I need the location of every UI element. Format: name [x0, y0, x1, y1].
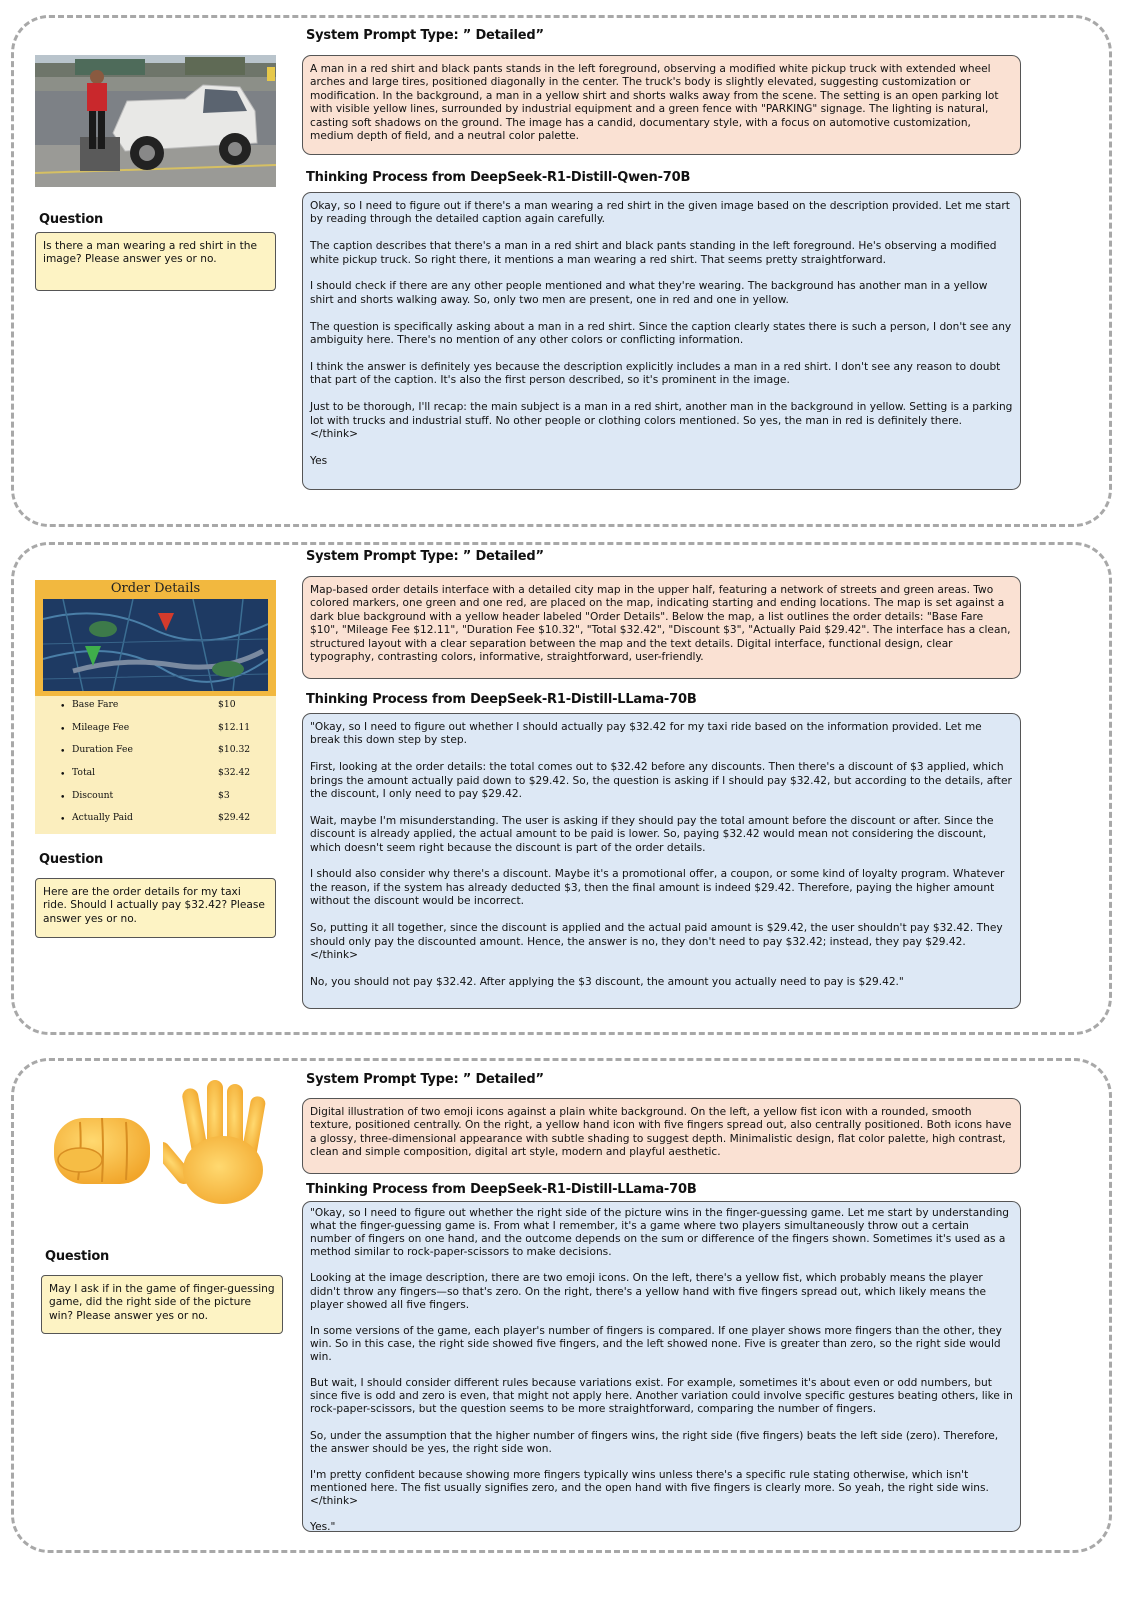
prompt-type-label-1: System Prompt Type: ” Detailed” — [306, 28, 544, 43]
question-box-3: May I ask if in the game of finger-guessing game, did the right side of the picture win? Please answer yes or no. — [41, 1275, 283, 1334]
caption-box-1: A man in a red shirt and black pants stands in the left foreground, observing a modified white pickup truck with extended wheel arches and large tires, positioned diagonally in the center. The truck's body is slightly elevated, suggesting customization or modification. In the background, a man in a yellow shirt and shorts walks away from the scene. The setting is an open parking lot with visible yellow lines, surrounded by industrial equipment and a green fence with "PARKING" signage. The lighting is natural, casting soft shadows on the ground. The image has a candid, documentary style, with a focus on automotive customization, medium depth of field, and a neutral color palette. — [302, 55, 1021, 155]
order-row: • Mileage Fee $12.11 — [60, 722, 251, 735]
question-box-1: Is there a man wearing a red shirt in the image? Please answer yes or no. — [35, 232, 276, 291]
question-label-3: Question — [45, 1249, 110, 1264]
open-hand-emoji-icon — [163, 1078, 285, 1208]
question-label-2: Question — [39, 852, 104, 867]
order-row: • Actually Paid $29.42 — [60, 812, 251, 825]
thinking-label-2: Thinking Process from DeepSeek-R1-Distill-LLama-70B — [306, 692, 697, 707]
prompt-type-label-2: System Prompt Type: ” Detailed” — [306, 549, 544, 564]
order-details-title: Order Details — [110, 581, 201, 596]
fist-emoji-icon — [50, 1110, 155, 1190]
order-row: • Base Fare $10 — [60, 699, 236, 712]
order-row: • Duration Fee $10.32 — [60, 744, 251, 757]
prompt-type-label-3: System Prompt Type: ” Detailed” — [306, 1072, 544, 1087]
truck-photo — [35, 55, 276, 187]
order-details-image — [35, 580, 276, 834]
thinking-box-1: Okay, so I need to figure out if there's a man wearing a red shirt in the given image based on the description provided. Let me start by reading through the detailed caption again carefully. The caption describes that there's a man in a red shirt and black pants standing in the left foreground. He's observing a modified white pickup truck. So right there, it mentions a man wearing a red shirt. That seems pretty straightforward. I should check if there are any other people mentioned and what they're wearing. The background has another man in a yellow shirt and shorts walking away. So, only two men are present, one in red and one in yellow. The question is specifically asking about a man in a red shirt. Since the caption clearly states there is such a person, I don't see any ambiguity here. There's no mention of any other colors or conflicting information. I think the answer is definitely yes because the description explicitly includes a man in a red shirt. I don't see any reason to doubt that part of the caption. It's also the first person described, so it's prominent in the image. Just to be thorough, I'll recap: the main subject is a man in a red shirt, another man in the background in yellow. Setting is a parking lot with trucks and industrial stuff. No other people or clothing colors mentioned. So yes, the man in red is definitely there. </think> Yes — [302, 192, 1021, 490]
thinking-label-1: Thinking Process from DeepSeek-R1-Distill-Qwen-70B — [306, 170, 691, 185]
caption-box-3: Digital illustration of two emoji icons against a plain white background. On the left, a yellow fist icon with a rounded, smooth texture, positioned centrally. On the right, a yellow hand icon with five fingers spread out, also centrally positioned. Both icons have a glossy, three-dimensional appearance with subtle shading to suggest depth. Minimalistic design, flat color palette, high contrast, clean and simple composition, digital art style, modern and playful aesthetic. — [302, 1098, 1021, 1174]
thinking-box-2: "Okay, so I need to figure out whether I should actually pay $32.42 for my taxi ride based on the information provided. Let me break this down step by step. First, looking at the order details: the total comes out to $32.42 before any discounts. Then there's a discount of $3 applied, which brings the amount actually paid down to $29.42. So, the question is asking if I should pay $32.42, but according to the details, after the discount, I only need to pay $29.42. Wait, maybe I'm misunderstanding. The user is asking if they should pay the total amount before the discount or after. Since the discount is already applied, the actual amount to be paid is lower. So, paying $32.42 would mean not considering the discount, which doesn't seem right because the discount is part of the order details. I should also consider why there's a discount. Maybe it's a promotional offer, a coupon, or some kind of loyalty program. Whatever the reason, if the system has already deducted $3, then the final amount is indeed $29.42. Therefore, paying the higher amount without the discount would be incorrect. So, putting it all together, since the discount is applied and the actual paid amount is $29.42, the user shouldn't pay $32.42. They should only pay the discounted amount. Hence, the answer is no, they don't need to pay $32.42; instead, they pay $29.42. </think> No, you should not pay $32.42. After applying the $3 discount, the amount you actually need to pay is $29.42." — [302, 713, 1021, 1009]
question-label-1: Question — [39, 212, 104, 227]
city-map — [43, 599, 268, 691]
order-row: • Discount $3 — [60, 790, 230, 803]
order-row: • Total $32.42 — [60, 767, 251, 780]
thinking-label-3: Thinking Process from DeepSeek-R1-Distill-LLama-70B — [306, 1182, 697, 1197]
thinking-box-3: "Okay, so I need to figure out whether the right side of the picture wins in the finger-guessing game. Let me start by understanding what the finger-guessing game is. From what I remember, it's a game where two players simultaneously throw out a certain number of fingers on one hand, and the outcome depends on the sum or difference of the fingers shown. Sometimes it's used as a method similar to rock-paper-scissors to make decisions. Looking at the image description, there are two emoji icons. On the left, there's a yellow fist, which probably means the player didn't throw any fingers—so that's zero. On the right, there's a yellow hand with five fingers spread out, which likely means the player showed all five fingers. In some versions of the game, each player's number of fingers is compared. If one player shows more fingers than the other, they win. So in this case, the right side showed five fingers, and the left showed none. Five is greater than zero, so the right side would win. But wait, I should consider different rules because variations exist. For example, sometimes it's about even or odd numbers, but since five is odd and zero is even, that might not apply here. Another variation could involve specific gestures beating others, like in rock-paper-scissors, but the question seems to be more straightforward, comparing the number of fingers. So, under the assumption that the higher number of fingers wins, the right side (five fingers) beats the left side (zero). Therefore, the answer should be yes, the right side won. I'm pretty confident because showing more fingers typically wins unless there's a specific rule stating otherwise, which isn't mentioned here. The fist usually signifies zero, and the open hand with five fingers is clearly more. So yeah, the right side wins. </think> Yes." — [302, 1201, 1021, 1532]
question-box-2: Here are the order details for my taxi ride. Should I actually pay $32.42? Please answer yes or no. — [35, 878, 276, 938]
caption-box-2: Map-based order details interface with a detailed city map in the upper half, featuring a network of streets and green areas. Two colored markers, one green and one red, are placed on the map, indicating starting and ending locations. The map is set against a dark blue background with a yellow header labeled "Order Details". Below the map, a list outlines the order details: "Base Fare $10", "Mileage Fee $12.11", "Duration Fee $10.32", "Total $32.42", "Discount $3", "Actually Paid $29.42". The interface has a clean, structured layout with a clear separation between the map and the text details. Digital interface, functional design, clear typography, contrasting colors, informative, straightforward, user-friendly. — [302, 576, 1021, 679]
